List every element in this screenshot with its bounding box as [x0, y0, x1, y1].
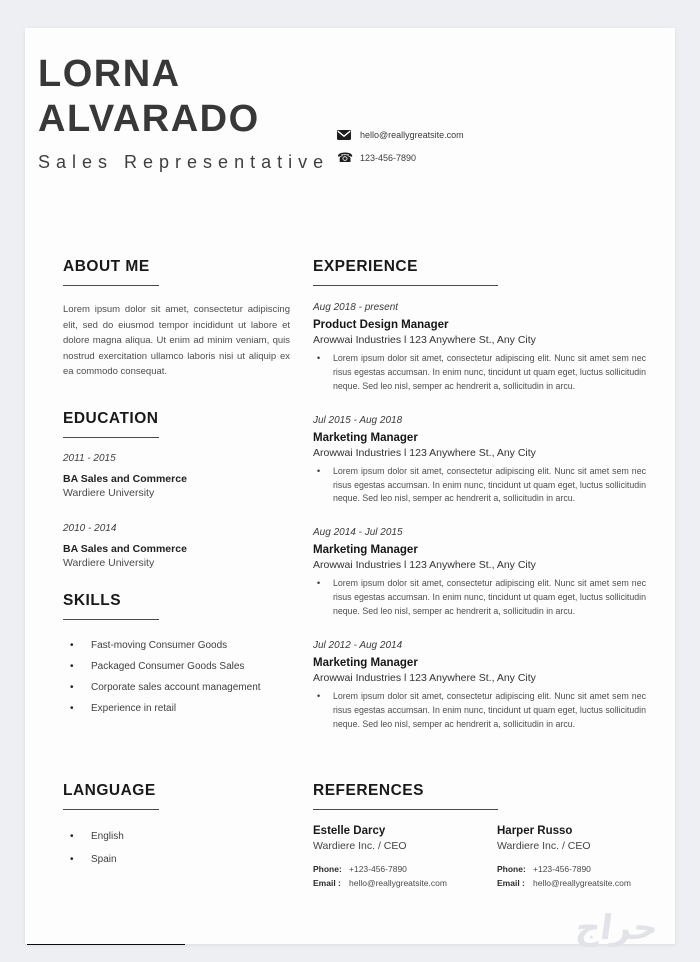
- reference-name: Estelle Darcy: [313, 825, 386, 837]
- reference-email: hello@reallygreatsite.com: [349, 878, 447, 889]
- contact-email: hello@reallygreatsite.com: [360, 130, 464, 140]
- skills-heading-rule: [63, 619, 159, 620]
- education-degree: BA Sales and Commerce: [63, 543, 187, 555]
- experience-description: Lorem ipsum dolor sit amet, consectetur adipiscing elit. Nunc sit amet sem nec risus egestas accumsan. In enim nunc, tincidunt ut quam eget, luctus sollicitudin neque. Sed leo nisl, semper ac hendrerit a, sollicitudin in arcu.: [333, 578, 646, 617]
- experience-item: [313, 640, 646, 732]
- experience-description-row: [313, 465, 646, 507]
- skill-item: [63, 698, 290, 719]
- experience-dates: Jul 2015 - Aug 2018: [313, 414, 403, 426]
- bullet-icon: •: [317, 691, 321, 702]
- education-item: [63, 523, 290, 569]
- contact-email-row: [337, 130, 464, 140]
- reference-phone: +123-456-7890: [533, 864, 591, 874]
- experience-item: [313, 415, 646, 507]
- language-label: Spain: [91, 854, 117, 865]
- about-heading-rule: [63, 285, 159, 286]
- reference-email-label: Email :: [497, 878, 525, 889]
- experience-title: Marketing Manager: [313, 544, 418, 557]
- experience-description-row: [313, 690, 646, 732]
- skills-list: [63, 635, 290, 719]
- about-heading: ABOUT ME: [63, 258, 150, 275]
- experience-description-row: [313, 577, 646, 619]
- section-about: [63, 258, 290, 380]
- skill-item: [63, 635, 290, 656]
- section-experience: [313, 258, 646, 753]
- section-skills: [63, 592, 290, 719]
- education-item: [63, 453, 290, 499]
- bullet-icon: •: [70, 640, 74, 651]
- contact-info: [337, 130, 464, 175]
- experience-dates: Aug 2014 - Jul 2015: [313, 527, 403, 539]
- references-heading-rule: [313, 809, 498, 810]
- bullet-icon: •: [317, 578, 321, 589]
- contact-phone-row: [337, 151, 464, 164]
- reference-phone-row: [497, 862, 681, 876]
- education-dates: 2010 - 2014: [63, 523, 117, 534]
- experience-description: Lorem ipsum dolor sit amet, consectetur adipiscing elit. Nunc sit amet sem nec risus egestas accumsan. In enim nunc, tincidunt ut quam eget, luctus sollicitudin neque. Sed leo nisl, semper ac hendrerit a, sollicitudin in arcu.: [333, 691, 646, 729]
- reference-item: [313, 825, 497, 891]
- education-heading-rule: [63, 437, 159, 438]
- reference-email-row: [313, 876, 497, 890]
- reference-company: Wardiere Inc. / CEO: [313, 840, 407, 852]
- experience-description: Lorem ipsum dolor sit amet, consectetur adipiscing elit. Nunc sit amet sem nec risus egestas accumsan. In enim nunc, tincidunt ut quam eget, luctus sollicitudin neque. Sed leo nisl, semper ac hendrerit a, sollicitudin in arcu.: [333, 465, 646, 504]
- reference-company: Wardiere Inc. / CEO: [497, 840, 591, 852]
- language-item: [63, 825, 290, 848]
- person-name: [38, 52, 613, 142]
- skill-label: Experience in retail: [91, 703, 177, 714]
- references-list: [313, 825, 646, 891]
- language-item: [63, 848, 290, 871]
- experience-title: Marketing Manager: [313, 431, 418, 444]
- bullet-icon: •: [70, 661, 74, 672]
- experience-company: Arowwai Industries l 123 Anywhere St., Any City: [313, 559, 536, 572]
- reference-item: [497, 825, 681, 891]
- bullet-icon: •: [317, 353, 321, 363]
- contact-phone: 123-456-7890: [360, 152, 417, 163]
- experience-description: Lorem ipsum dolor sit amet, consectetur adipiscing elit. Nunc sit amet sem nec risus egestas accumsan. In enim nunc, tincidunt ut quam eget, luctus sollicitudin neque. Sed leo nisl, semper ac hendrerit a, sollicitudin in arcu.: [333, 353, 646, 391]
- language-list: [63, 825, 290, 871]
- education-degree: BA Sales and Commerce: [63, 473, 187, 485]
- person-name-line1: LORNA: [38, 53, 181, 95]
- skill-label: Corporate sales account management: [91, 682, 261, 693]
- references-heading: REFERENCES: [313, 782, 424, 799]
- section-education: [63, 410, 290, 593]
- skill-label: Packaged Consumer Goods Sales: [91, 661, 245, 672]
- experience-company: Arowwai Industries l 123 Anywhere St., Any City: [313, 446, 536, 459]
- site-watermark: حراج: [573, 909, 661, 947]
- experience-company: Arowwai Industries l 123 Anywhere St., Any City: [313, 334, 536, 346]
- bullet-icon: •: [70, 703, 74, 714]
- section-references: [313, 782, 646, 891]
- header: [38, 52, 613, 173]
- skills-heading: SKILLS: [63, 592, 122, 609]
- experience-list: [313, 302, 646, 732]
- education-dates: 2011 - 2015: [63, 453, 116, 464]
- skill-item: [63, 656, 290, 677]
- reference-phone: +123-456-7890: [349, 864, 407, 874]
- experience-company: Arowwai Industries l 123 Anywhere St., Any City: [313, 672, 536, 685]
- phone-icon: ☎: [337, 150, 354, 165]
- reference-name: Harper Russo: [497, 825, 573, 837]
- experience-dates: Aug 2018 - present: [313, 302, 399, 313]
- reference-email-label: Email :: [313, 878, 341, 889]
- language-heading: LANGUAGE: [63, 782, 156, 799]
- experience-title: Marketing Manager: [313, 657, 418, 670]
- person-name-line2: ALVARADO: [38, 97, 260, 140]
- bullet-icon: •: [317, 465, 321, 476]
- about-text: Lorem ipsum dolor sit amet, consectetur adipiscing elit, sed do eiusmod tempor incididunt ut labore et dolore magna aliqua. Ut enim ad minim veniam, quis nostrud exercitation ullamco laboris nisi ut aliquip ex ea commodo consequat.: [63, 304, 290, 378]
- experience-heading-rule: [313, 285, 498, 286]
- reference-phone-row: [313, 862, 497, 876]
- experience-description-row: [313, 352, 646, 394]
- bullet-icon: •: [70, 831, 74, 842]
- reference-phone-label: Phone:: [313, 864, 342, 874]
- skill-item: [63, 677, 290, 698]
- language-label: English: [91, 831, 124, 842]
- education-school: Wardiere University: [63, 557, 155, 569]
- bullet-icon: •: [70, 682, 74, 693]
- language-heading-rule: [63, 809, 159, 810]
- reference-email-row: [497, 876, 681, 890]
- section-language: [63, 782, 290, 871]
- experience-item: [313, 302, 646, 394]
- education-heading: EDUCATION: [63, 410, 159, 427]
- job-title: Sales Representative: [38, 151, 330, 172]
- reference-phone-label: Phone:: [497, 864, 526, 874]
- experience-title: Product Design Manager: [313, 319, 449, 331]
- skill-label: Fast-moving Consumer Goods: [91, 640, 228, 651]
- reference-email: hello@reallygreatsite.com: [533, 878, 631, 889]
- email-icon: [337, 130, 352, 140]
- education-school: Wardiere University: [63, 487, 155, 499]
- experience-item: [313, 527, 646, 619]
- bullet-icon: •: [70, 854, 74, 865]
- experience-dates: Jul 2012 - Aug 2014: [313, 640, 403, 652]
- experience-heading: EXPERIENCE: [313, 258, 418, 275]
